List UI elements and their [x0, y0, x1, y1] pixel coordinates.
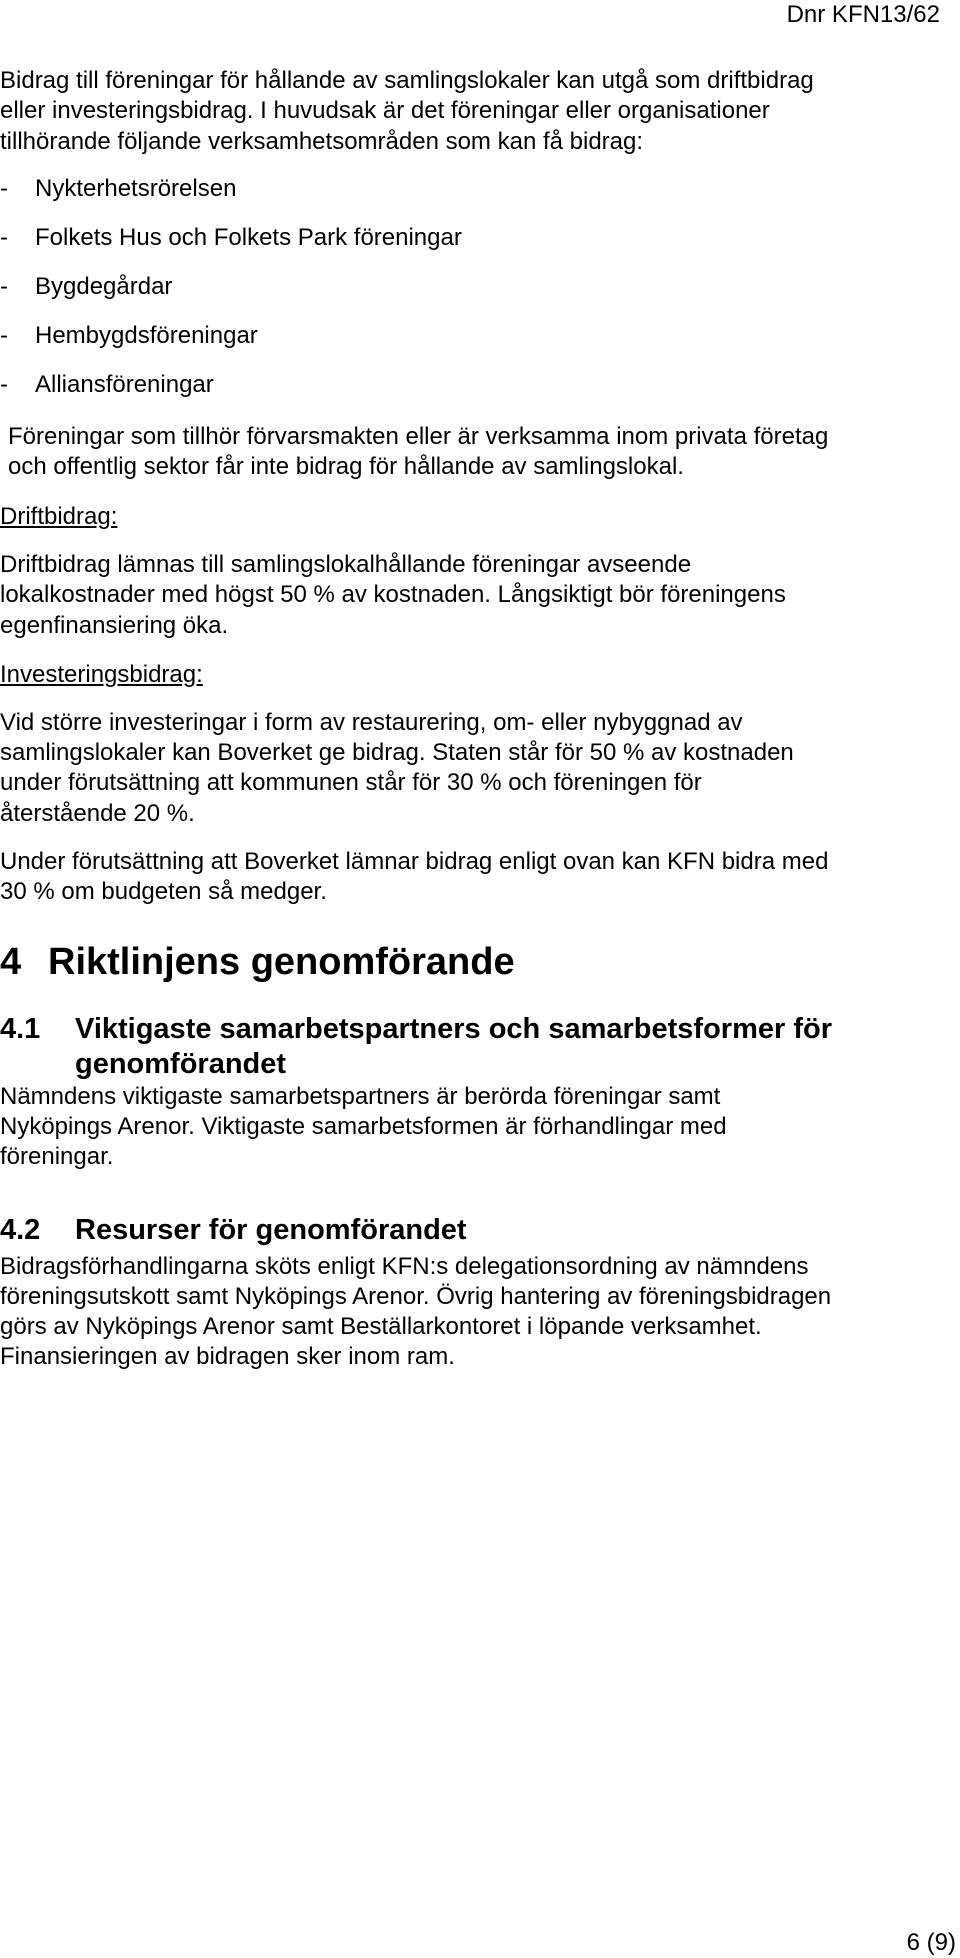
text-line: eller investeringsbidrag. I huvudsak är det föreningar eller organisationer	[0, 97, 770, 124]
text-line: egenfinansiering öka.	[0, 612, 229, 639]
page-number: 6 (9)	[906, 1929, 956, 1956]
list-item-label: Hembygdsföreningar	[35, 322, 258, 349]
document-reference: Dnr KFN13/62	[786, 1, 940, 28]
text-line: Bidragsförhandlingarna sköts enligt KFN:s delegationsordning av nämndens	[0, 1253, 809, 1280]
list-item	[0, 223, 462, 253]
text-line: Under förutsättning att Boverket lämnar bidrag enligt ovan kan KFN bidra med	[0, 848, 829, 875]
list-dash: -	[0, 273, 8, 300]
section-heading-4-2	[0, 1212, 467, 1249]
text-line: Finansieringen av bidragen sker inom ram.	[0, 1343, 455, 1370]
section-title: Viktigaste samarbetspartners och samarbetsformer för	[75, 1013, 832, 1045]
list-item-label: Bygdegårdar	[35, 273, 173, 300]
list-item-label: Alliansföreningar	[35, 371, 214, 398]
text-line: tillhörande följande verksamhetsområden som kan få bidrag:	[0, 128, 644, 155]
investeringsbidrag-heading: Investeringsbidrag:	[0, 661, 203, 688]
text-line: återstående 20 %.	[0, 800, 195, 827]
list-dash: -	[0, 322, 8, 349]
text-line: Vid större investeringar i form av restaurering, om- eller nybyggnad av	[0, 709, 743, 736]
section-number: 4	[0, 941, 22, 983]
text-line: görs av Nyköpings Arenor samt Beställarkontoret i löpande verksamhet.	[0, 1313, 762, 1340]
list-item	[0, 174, 236, 204]
section-number: 4.2	[0, 1214, 41, 1246]
list-item	[0, 272, 172, 302]
list-item	[0, 321, 258, 351]
list-item-label: Nykterhetsrörelsen	[35, 175, 237, 202]
section-number: 4.1	[0, 1013, 41, 1045]
text-line: Nämndens viktigaste samarbetspartners är berörda föreningar samt	[0, 1083, 721, 1110]
driftbidrag-heading: Driftbidrag:	[0, 503, 118, 530]
section-title: Riktlinjens genomförande	[48, 941, 515, 983]
text-line: Föreningar som tillhör förvarsmakten eller är verksamma inom privata företag	[8, 423, 829, 450]
text-line: och offentlig sektor får inte bidrag för hållande av samlingslokal.	[8, 453, 684, 480]
text-line: Bidrag till föreningar för hållande av samlingslokaler kan utgå som driftbidrag	[0, 67, 814, 94]
list-item	[0, 370, 214, 400]
section-heading-4	[0, 940, 515, 984]
section-heading-4-1	[0, 1011, 832, 1048]
list-dash: -	[0, 175, 8, 202]
text-line: Nyköpings Arenor. Viktigaste samarbetsformen är förhandlingar med	[0, 1113, 727, 1140]
list-dash: -	[0, 371, 8, 398]
text-line: samlingslokaler kan Boverket ge bidrag. Staten står för 50 % av kostnaden	[0, 739, 794, 766]
text-line: under förutsättning att kommunen står för 30 % och föreningen för	[0, 769, 702, 796]
text-line: Driftbidrag lämnas till samlingslokalhållande föreningar avseende	[0, 551, 692, 578]
section-title-continued: genomförandet	[75, 1048, 287, 1080]
text-line: föreningsutskott samt Nyköpings Arenor. Övrig hantering av föreningsbidragen	[0, 1283, 832, 1310]
list-item-label: Folkets Hus och Folkets Park föreningar	[35, 224, 462, 251]
section-title: Resurser för genomförandet	[75, 1214, 467, 1246]
text-line: 30 % om budgeten så medger.	[0, 878, 327, 905]
list-dash: -	[0, 224, 8, 251]
text-line: föreningar.	[0, 1143, 114, 1170]
text-line: lokalkostnader med högst 50 % av kostnaden. Långsiktigt bör föreningens	[0, 581, 786, 608]
